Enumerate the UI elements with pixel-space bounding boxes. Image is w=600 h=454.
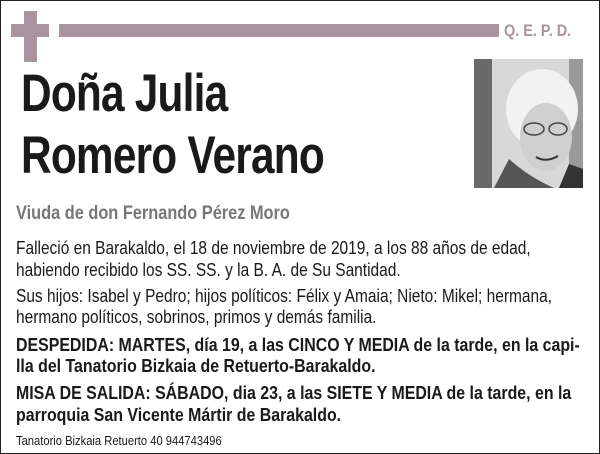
paragraph-death-line-1: Falleció en Barakaldo, el 18 de noviembre de 2019, a los 88 años de edad, <box>16 238 531 258</box>
paragraph-farewell-line-2: lla del Tanatorio Bizkaia de Retuerto-Barakaldo. <box>16 355 376 376</box>
subtitle: Viuda de don Fernando Pérez Moro <box>16 203 290 224</box>
qepd-label: Q. E. P. D. <box>504 21 572 40</box>
paragraph-death-line-2: habiendo recibido los SS. SS. y la B. A. de Su Santidad. <box>16 260 401 280</box>
paragraph-family-line-2: hermano políticos, sobrinos, primos y demás familia. <box>16 307 377 327</box>
name-line-1: Doña Julia <box>21 64 228 123</box>
deceased-photo <box>474 59 583 188</box>
footer-contact: Tanatorio Bizkaia Retuerto 40 944743496 <box>16 433 222 448</box>
header-rule <box>59 24 499 37</box>
paragraph-family-line-1: Sus hijos: Isabel y Pedro; hijos políticos: Félix y Amaia; Nieto: Mikel; hermana, <box>16 286 553 306</box>
name-line-2: Romero Verano <box>21 126 324 185</box>
cross-icon-arm <box>11 24 49 37</box>
paragraph-farewell-line-1: DESPEDIDA: MARTES, día 19, a las CINCO Y MEDIA de la tarde, en la capi- <box>16 334 580 355</box>
paragraph-mass-line-2: parroquia San Vicente Mártir de Barakaldo. <box>16 404 342 425</box>
paragraph-mass-line-1: MISA DE SALIDA: SÁBADO, dia 23, a las SIETE Y MEDIA de la tarde, en la <box>16 382 572 403</box>
